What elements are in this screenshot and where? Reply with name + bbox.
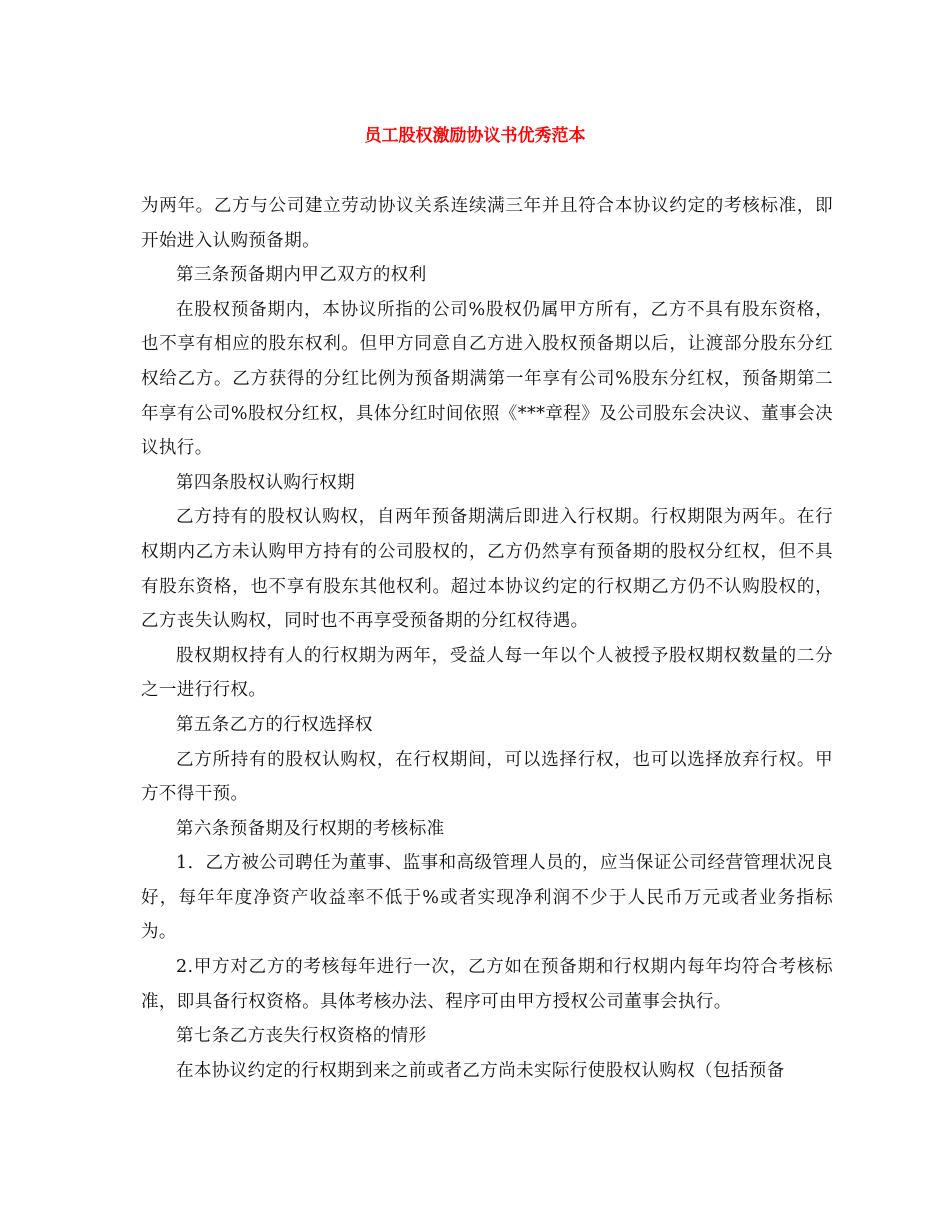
paragraph: 第七条乙方丧失行权资格的情形 bbox=[176, 1026, 427, 1047]
paragraph: 为两年。乙方与公司建立劳动协议关系连续满三年并且符合本协议约定的考核标准，即开始进入认购预备期。 bbox=[141, 196, 833, 251]
paragraph: 第五条乙方的行权选择权 bbox=[176, 714, 373, 735]
document-title: 员工股权激励协议书优秀范本 bbox=[364, 126, 586, 146]
paragraph: 乙方持有的股权认购权，自两年预备期满后即进入行权期。行权期限为两年。在行权期内乙方未认购甲方持有的公司股权的，乙方仍然享有预备期的股权分红权，但不具有股东资格，也不享有股东其他权利。超过本协议约定的行权期乙方仍不认购股权的，乙方丧失认购权，同时也不再享受预备期的分红权待遇。 bbox=[141, 507, 833, 632]
paragraph: 在本协议约定的行权期到来之前或者乙方尚未实际行使股权认购权（包括预备 bbox=[176, 1060, 785, 1081]
paragraph: 2.甲方对乙方的考核每年进行一次，乙方如在预备期和行权期内每年均符合考核标准，即具备行权资格。具体考核办法、程序可由甲方授权公司董事会执行。 bbox=[141, 957, 833, 1012]
paragraph: 股权期权持有人的行权期为两年，受益人每一年以个人被授予股权期权数量的二分之一进行行权。 bbox=[141, 645, 833, 701]
document-body bbox=[141, 189, 833, 1088]
paragraph: 乙方所持有的股权认购权，在行权期间，可以选择行权，也可以选择放弃行权。甲方不得干预。 bbox=[141, 749, 833, 805]
paragraph: 第三条预备期内甲乙双方的权利 bbox=[176, 265, 427, 286]
paragraph: 第四条股权认购行权期 bbox=[176, 472, 355, 493]
paragraph: 1．乙方被公司聘任为董事、监事和高级管理人员的，应当保证公司经营管理状况良好，每年年度净资产收益率不低于%或者实现净利润不少于人民币万元或者业务指标为。 bbox=[141, 853, 833, 943]
paragraph: 在股权预备期内，本协议所指的公司%股权仍属甲方所有，乙方不具有股东资格，也不享有相应的股东权利。但甲方同意自乙方进入股权预备期以后，让渡部分股东分红权给乙方。乙方获得的分红比例为预备期满第一年享有公司%股东分红权，预备期第二年享有公司%股权分红权，具体分红时间依照《***章程》及公司股东会决议、董事会决议执行。 bbox=[141, 299, 833, 459]
paragraph: 第六条预备期及行权期的考核标准 bbox=[176, 818, 445, 839]
